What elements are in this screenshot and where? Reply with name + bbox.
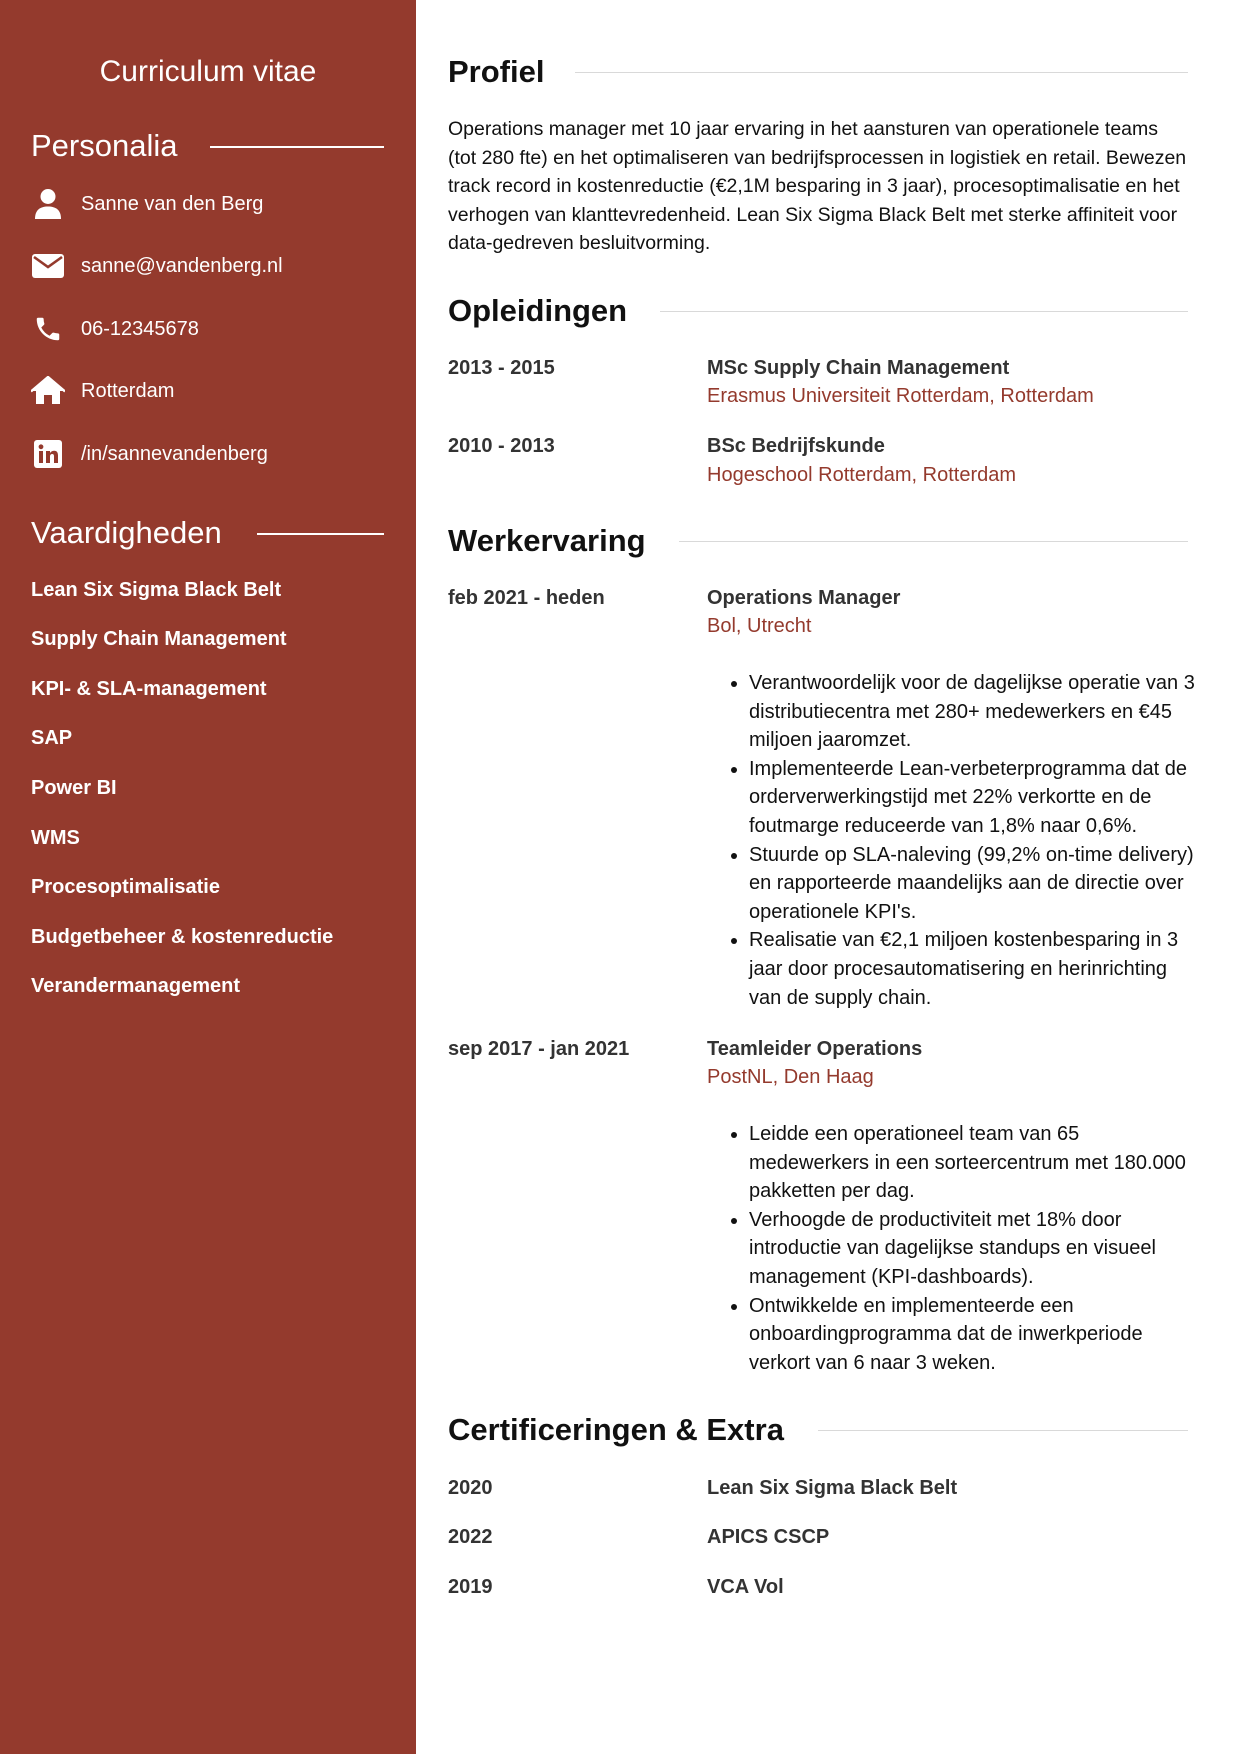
contact-linkedin-text[interactable]: /in/sannevandenberg — [81, 443, 268, 465]
job-role: Teamleider Operations — [707, 1038, 923, 1060]
skill-item: SAP — [31, 727, 73, 749]
job-company: Bol, Utrecht — [707, 615, 812, 637]
education-degree: BSc Bedrijfskunde — [707, 435, 885, 457]
education-period: 2013 - 2015 — [448, 357, 555, 379]
skill-item: WMS — [31, 827, 80, 849]
job-bullet: • Ontwikkelde en implementeerde een onboardingprogramma dat de inwerkperiode verkort van 6 naar 3 weken. — [749, 1292, 1197, 1378]
skill-item: Budgetbeheer & kostenreductie — [31, 926, 334, 948]
contact-email[interactable] — [31, 248, 283, 284]
skill-item: Power BI — [31, 777, 117, 799]
job-bullet-list — [707, 1120, 1197, 1377]
job-bullet-list — [707, 669, 1197, 1012]
profile-heading: Profiel — [448, 54, 545, 89]
contact-phone[interactable] — [31, 311, 199, 347]
education-heading: Opleidingen — [448, 293, 628, 328]
personalia-heading: Personalia — [31, 128, 178, 163]
experience-heading: Werkervaring — [448, 523, 646, 558]
job-bullet: • Implementeerde Lean-verbeterprogramma dat de orderverwerkingstijd met 22% verkortte en de foutmarge reduceerde van 1,8% naar 0,6%. — [749, 755, 1197, 841]
skill-item: Procesoptimalisatie — [31, 876, 220, 898]
certification-name: Lean Six Sigma Black Belt — [707, 1477, 958, 1499]
linkedin-icon — [31, 437, 65, 471]
education-institution: Hogeschool Rotterdam, Rotterdam — [707, 464, 1017, 486]
job-company: PostNL, Den Haag — [707, 1066, 874, 1088]
job-bullet: • Stuurde op SLA-naleving (99,2% on-time delivery) en rapporteerde maandelijks aan de directie over operationele KPI's. — [749, 841, 1197, 927]
contact-email-text[interactable]: sanne@vandenberg.nl — [81, 255, 283, 277]
contact-linkedin[interactable] — [31, 436, 268, 472]
job-bullet: • Verantwoordelijk voor de dagelijkse operatie van 3 distributiecentra met 280+ medewerkers en €45 miljoen jaaromzet. — [749, 669, 1197, 755]
phone-icon — [31, 312, 65, 346]
skill-item: Supply Chain Management — [31, 628, 287, 650]
skills-divider — [257, 533, 384, 535]
certification-year: 2022 — [448, 1526, 493, 1548]
job-bullet: • Realisatie van €2,1 miljoen kostenbesparing in 3 jaar door procesautomatisering en herinrichting van de supply chain. — [749, 926, 1197, 1012]
job-bullet: • Verhoogde de productiviteit met 18% door introductie van dagelijkse standups en visueel management (KPI-dashboards). — [749, 1206, 1197, 1292]
certification-year: 2019 — [448, 1576, 493, 1598]
education-period: 2010 - 2013 — [448, 435, 555, 457]
certification-name: APICS CSCP — [707, 1526, 830, 1548]
skill-item: Lean Six Sigma Black Belt — [31, 579, 282, 601]
contact-location — [31, 373, 174, 409]
skill-item: Verandermanagement — [31, 975, 240, 997]
skills-heading: Vaardigheden — [31, 515, 222, 550]
job-period: sep 2017 - jan 2021 — [448, 1038, 630, 1060]
contact-phone-text[interactable]: 06-12345678 — [81, 318, 199, 340]
contact-name — [31, 186, 263, 222]
certifications-heading: Certificeringen & Extra — [448, 1412, 784, 1447]
job-bullet: • Leidde een operationeel team van 65 medewerkers in een sorteercentrum met 180.000 pakketten per dag. — [749, 1120, 1197, 1206]
user-icon — [31, 187, 65, 221]
sidebar — [0, 0, 416, 1754]
cv-title: Curriculum vitae — [99, 55, 317, 88]
certifications-divider — [818, 1430, 1188, 1431]
skill-item: KPI- & SLA-management — [31, 678, 267, 700]
profile-text: Operations manager met 10 jaar ervaring in het aansturen van operationele teams (tot 280 fte) en het optimaliseren van bedrijfsprocessen in logistiek en retail. Bewezen track record in kostenreductie (€2,1M besparing in 3 jaar), procesoptimalisatie en het verhogen van klanttevredenheid. Lean Six Sigma Black Belt met sterke affiniteit voor data-gedreven besluitvorming. — [448, 118, 1187, 255]
personalia-divider — [210, 146, 384, 148]
certification-year: 2020 — [448, 1477, 493, 1499]
contact-location-text: Rotterdam — [81, 380, 175, 402]
job-role: Operations Manager — [707, 587, 901, 609]
profile-divider — [575, 72, 1188, 73]
contact-name-text: Sanne van den Berg — [81, 193, 264, 215]
education-institution: Erasmus Universiteit Rotterdam, Rotterdam — [707, 385, 1094, 407]
certification-name: VCA Vol — [707, 1576, 784, 1598]
education-divider — [660, 311, 1188, 312]
envelope-icon — [31, 249, 65, 283]
job-period: feb 2021 - heden — [448, 587, 605, 609]
experience-divider — [679, 541, 1188, 542]
home-icon — [31, 374, 65, 408]
education-degree: MSc Supply Chain Management — [707, 357, 1010, 379]
